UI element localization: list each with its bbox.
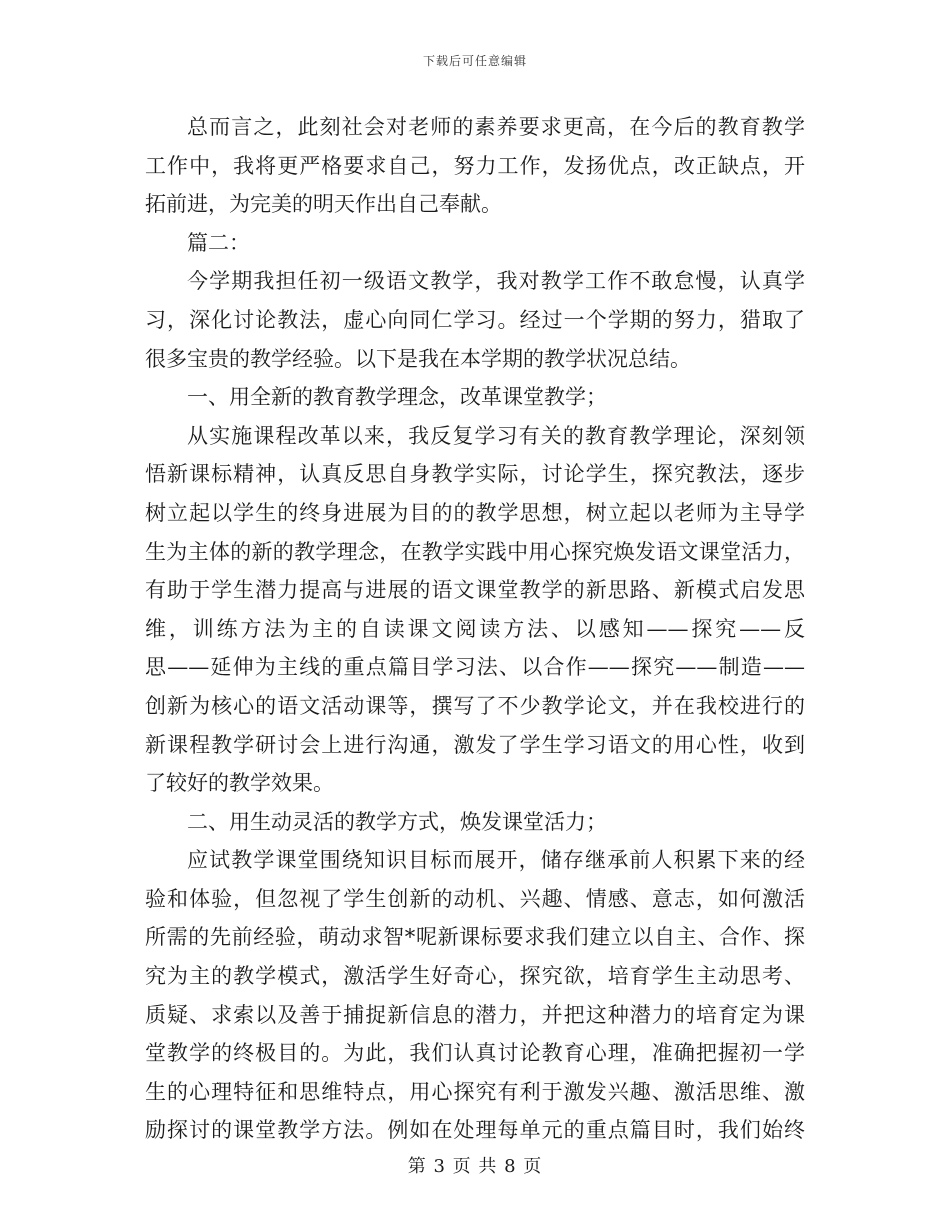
text-line: 励探讨的课堂教学方法。例如在处理每单元的重点篇目时，我们始终 (145, 1118, 805, 1143)
text-line: 习，深化讨论教法，虚心向同仁学习。经过一个学期的努力，猎取了 (145, 307, 805, 332)
text-line: 树立起以学生的终身进展为目的的教学思想，树立起以老师为主导学 (145, 500, 805, 525)
text-line: 有助于学生潜力提高与进展的语文课堂教学的新思路、新模式启发思 (145, 578, 805, 603)
page-header: 下载后可任意编辑 (422, 54, 527, 68)
document-body (145, 108, 805, 1150)
text-line: 总而言之，此刻社会对老师的素养要求更高，在今后的教育教学 (187, 115, 805, 139)
text-line: 堂教学的终极目的。为此，我们认真讨论教育心理，准确把握初一学 (145, 1041, 805, 1066)
text-line: 验和体验，但忽视了学生创新的动机、兴趣、情感、意志，如何激活 (145, 886, 805, 911)
text-line: 了较好的教学效果。 (145, 771, 334, 796)
text-line: 应试教学课堂围绕知识目标而展开，储存继承前人积累下来的经 (187, 848, 805, 873)
text-line: 质疑、求索以及善于捕捉新信息的潜力，并把这种潜力的培育定为课 (145, 1002, 805, 1027)
text-line: 究为主的教学模式，激活学生好奇心，探究欲，培育学生主动思考、 (145, 964, 805, 989)
text-line: 思——延伸为主线的重点篇目学习法、以合作——探究——制造—— (145, 655, 805, 680)
text-line: 拓前进，为完美的明天作出自己奉献。 (145, 192, 502, 217)
text-line: 生的心理特征和思维特点，用心探究有利于激发兴趣、激活思维、激 (145, 1079, 805, 1104)
text-line: 从实施课程改革以来，我反复学习有关的教育教学理论，深刻领 (187, 423, 805, 448)
text-line: 篇二： (187, 230, 250, 255)
text-line: 今学期我担任初一级语文教学，我对教学工作不敢怠慢，认真学 (187, 269, 805, 294)
text-line: 生为主体的新的教学理念，在教学实践中用心探究焕发语文课堂活力， (145, 539, 805, 564)
text-line: 一、用全新的教育教学理念，改革课堂教学； (187, 385, 607, 410)
text-line: 工作中，我将更严格要求自己，努力工作，发扬优点，改正缺点，开 (145, 153, 805, 178)
text-line: 很多宝贵的教学经验。以下是我在本学期的教学状况总结。 (145, 346, 691, 371)
text-line: 所需的先前经验，萌动求智*呢新课标要求我们建立以自主、合作、探 (145, 925, 805, 950)
text-line: 新课程教学研讨会上进行沟通，激发了学生学习语文的用心性，收到 (145, 732, 805, 757)
text-line: 创新为核心的语文活动课等，撰写了不少教学论文，并在我校进行的 (145, 693, 805, 718)
page-footer: 第 3 页 共 8 页 (407, 1156, 543, 1177)
text-line: 二、用生动灵活的教学方式，焕发课堂活力； (187, 809, 607, 834)
text-line: 维，训练方法为主的自读课文阅读方法、以感知——探究——反 (145, 616, 805, 641)
text-line: 悟新课标精神，认真反思自身教学实际，讨论学生，探究教法，逐步 (145, 462, 805, 487)
